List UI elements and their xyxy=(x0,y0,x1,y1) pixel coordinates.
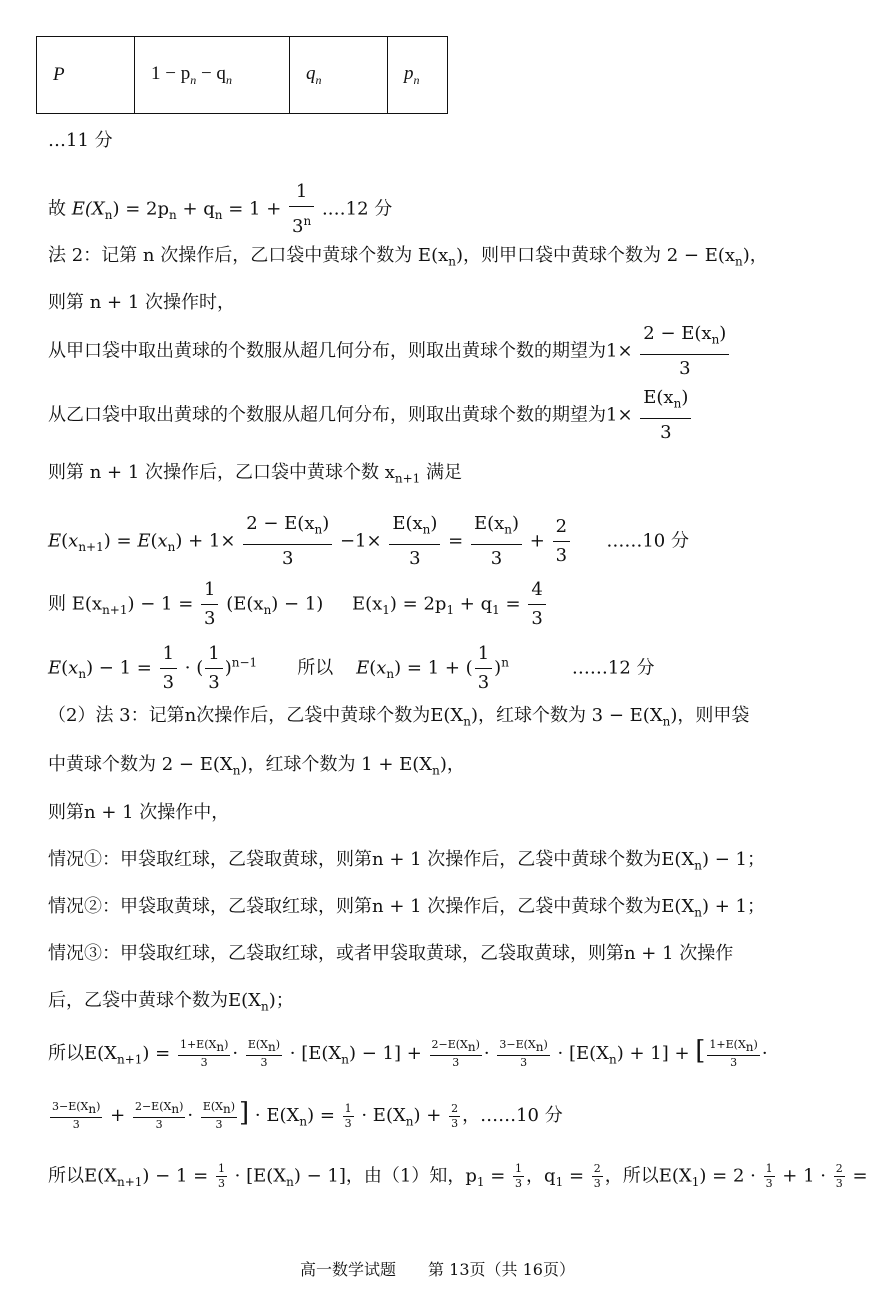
text-line: $E(x_{n+1}) = E(x_n) + 1\times$ $\frac{2 - E(x_n)}{3}$ −1× $\frac{E(x_n)}{3}$ = $\frac{E(x_n)}{3}$ + $\frac{2}{3}$ ……10 分 xyxy=(48,510,689,573)
text-line: 所以$E(X_{n+1}) - 1$ = $\frac{1}{3}$ · $[E(X_n) - 1]$，由（1）知，$p_1$ = $\frac{1}{3}$ ，$q_1$ = $\frac{2}{3}$ ，所以$E(X_1) = 2$ · $\frac{1}{3}$ + 1 · $\frac{2}{3}$ = xyxy=(48,1162,868,1190)
text-line: 从甲口袋中取出黄球的个数服从超几何分布，则取出黄球个数的期望为1× $\frac{2 - E(x_n)}{3}$ xyxy=(48,320,731,383)
text-line: 情况①：甲袋取红球，乙袋取黄球，则第n + 1 次操作后，乙袋中黄球个数为$E(X_n) - 1$； xyxy=(48,849,765,873)
text-line: 从乙口袋中取出黄球的个数服从超几何分布，则取出黄球个数的期望为1× $\frac{E(x_n)}{3}$ xyxy=(48,384,693,447)
text-line: 故 $E(X_n) = 2p_n + q_n = 1$ + $\frac{1}{3^n}$ .…12 分 xyxy=(48,178,392,241)
probability-table xyxy=(36,36,448,114)
text-line: 所以$E(X_{n+1})$ = $\frac{1+E(X_n)}{3}$ · $\frac{E(X_n)}{3}$ · $[E(X_n) - 1]$ + $\frac{2-E(X_n)}{3}$ · $\frac{3-E(X_n)}{3}$ · $[E(X_n) + 1]$ + [ $\frac{1+E(X_n)}{3}$ · xyxy=(48,1036,768,1069)
text-line: $E(x_n) - 1$ = $\frac{1}{3}$ · ( $\frac{1}{3}$ )$^{n-1}$ 所以 $E(x_n) = 1$ + ( $\frac{1}{3}$ )$^n$ ……12 分 xyxy=(48,640,655,697)
text-line: 则第 n + 1 次操作后，乙口袋中黄球个数 $x_{n+1}$ 满足 xyxy=(48,462,463,486)
text-line: （2）法 3：记第n次操作后，乙袋中黄球个数为$E(X_n)$，红球个数为 $3 - E(X_n)$，则甲袋 xyxy=(48,705,750,729)
text-line: 中黄球个数为 $2 - E(X_n)$，红球个数为 $1 + E(X_n)$， xyxy=(48,754,465,778)
text-line: 则第 n + 1 次操作时， xyxy=(48,292,236,313)
text-line: …11 分 xyxy=(48,130,113,151)
table-cell: $p_n$ xyxy=(388,37,448,114)
text-line: 则第n + 1 次操作中， xyxy=(48,802,230,823)
text-line: 情况③：甲袋取红球，乙袋取红球，或者甲袋取黄球，乙袋取黄球，则第n + 1 次操作 xyxy=(48,943,734,964)
text-line: 后，乙袋中黄球个数为$E(X_n)$； xyxy=(48,990,294,1014)
text-line: 情况②：甲袋取黄球，乙袋取红球，则第n + 1 次操作后，乙袋中黄球个数为$E(X_n) + 1$； xyxy=(48,896,765,920)
table-cell: P xyxy=(37,37,135,114)
table-cell: $1 - p_n - q_n$ xyxy=(135,37,290,114)
text-line: $\frac{3-E(X_n)}{3}$ + $\frac{2-E(X_n)}{3}$ · $\frac{E(X_n)}{3}$ ] · $E(X_n)$ = $\frac{1}{3}$ · $E(X_n)$ + $\frac{2}{3}$ ，……10 分 xyxy=(52,1098,563,1131)
page-footer: 高一数学试题 第 13页（共 16页） xyxy=(300,1260,575,1279)
text-line: 法 2：记第 n 次操作后，乙口袋中黄球个数为 $E(x_n)$，则甲口袋中黄球个数为 $2 - E(x_n)$， xyxy=(48,245,768,269)
table-cell: $q_n$ xyxy=(290,37,388,114)
text-line: 则 $E(x_{n+1}) - 1$ = $\frac{1}{3}$ $(E(x_n) - 1)$ $E(x_1) = 2p_1 + q_1$ = $\frac{4}{3}$ xyxy=(48,576,548,633)
